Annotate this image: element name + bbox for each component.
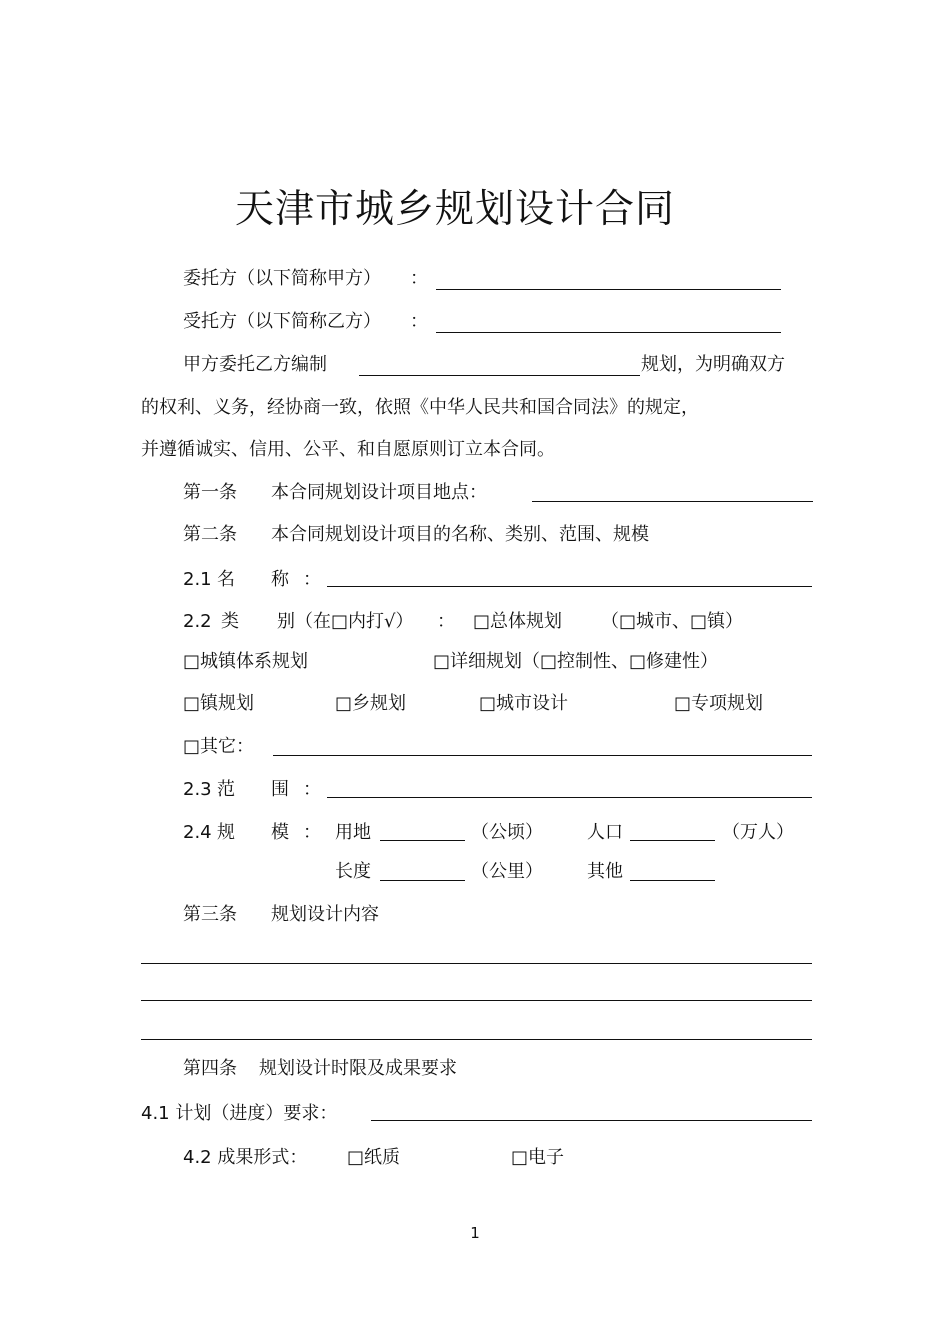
option-township-plan[interactable]: □乡规划 (335, 693, 407, 714)
content-blank-line[interactable] (141, 1039, 812, 1040)
option-other[interactable]: □其它： (183, 736, 255, 757)
article-1-number: 第一条 (183, 482, 237, 503)
section-2-4-label-a: 规 (217, 822, 235, 843)
section-4-1-label: 4.1 计划（进度）要求： (141, 1103, 338, 1124)
content-blank-line[interactable] (141, 963, 812, 964)
intro-line3: 并遵循诚实、信用、公平、和自愿原则订立本合同。 (141, 439, 555, 460)
page-number: 1 (470, 1224, 480, 1242)
option-master-plan[interactable]: □总体规划 (473, 611, 563, 632)
section-2-4-colon: ： (303, 822, 321, 843)
intro-line1-post: 规划，为明确双方 (641, 354, 785, 375)
name-blank[interactable] (327, 586, 812, 587)
section-2-1-number: 2.1 (183, 569, 212, 590)
section-2-2-label-b: 别（在□内打√） (277, 611, 414, 632)
section-2-2-colon: ： (437, 611, 455, 632)
section-2-1-label-b: 称 (271, 569, 289, 590)
scale-other-blank[interactable] (630, 880, 715, 881)
content-blank-line[interactable] (141, 1000, 812, 1001)
option-special-plan[interactable]: □专项规划 (674, 693, 764, 714)
scope-blank[interactable] (327, 797, 812, 798)
article-3-number: 第三条 (183, 904, 237, 925)
party-b-blank[interactable] (436, 332, 781, 333)
land-blank[interactable] (380, 840, 465, 841)
page-title: 天津市城乡规划设计合同 (234, 187, 675, 232)
article-1-text: 本合同规划设计项目地点： (271, 482, 487, 503)
option-paper[interactable]: □纸质 (347, 1147, 401, 1168)
land-label: 用地 (335, 822, 371, 843)
section-2-4-number: 2.4 (183, 822, 212, 843)
section-2-1-colon: ： (303, 569, 321, 590)
section-2-3-number: 2.3 (183, 779, 212, 800)
party-a-blank[interactable] (436, 289, 781, 290)
section-2-1-label-a: 名 (217, 569, 235, 590)
article-4-number: 第四条 (183, 1058, 237, 1079)
other-category-blank[interactable] (273, 755, 812, 756)
option-city-town[interactable]: （□城市、□镇） (601, 611, 744, 632)
project-location-blank[interactable] (532, 501, 813, 502)
population-unit: （万人） (722, 822, 794, 843)
option-detailed-plan[interactable]: □详细规划（□控制性、□修建性） (433, 651, 719, 672)
project-name-blank[interactable] (359, 375, 640, 376)
section-2-2-number: 2.2 (183, 611, 212, 632)
article-2-text: 本合同规划设计项目的名称、类别、范围、规模 (271, 524, 649, 545)
party-b-label: 受托方（以下简称乙方） (183, 311, 381, 332)
party-b-colon: ： (410, 311, 428, 332)
option-urban-system-plan[interactable]: □城镇体系规划 (183, 651, 309, 672)
population-label: 人口 (587, 822, 623, 843)
option-electronic[interactable]: □电子 (511, 1147, 565, 1168)
article-3-text: 规划设计内容 (271, 904, 379, 925)
article-4-text: 规划设计时限及成果要求 (259, 1058, 457, 1079)
intro-line2: 的权利、义务，经协商一致，依照《中华人民共和国合同法》的规定， (141, 397, 699, 418)
length-blank[interactable] (380, 880, 465, 881)
party-a-label: 委托方（以下简称甲方） (183, 268, 381, 289)
schedule-blank[interactable] (371, 1120, 812, 1121)
section-2-4-label-b: 模 (271, 822, 289, 843)
option-urban-design[interactable]: □城市设计 (479, 693, 569, 714)
section-2-3-colon: ： (303, 779, 321, 800)
article-2-number: 第二条 (183, 524, 237, 545)
length-unit: （公里） (471, 861, 543, 882)
party-a-colon: ： (410, 268, 428, 289)
intro-line1-pre: 甲方委托乙方编制 (183, 354, 327, 375)
section-2-3-label-b: 围 (271, 779, 289, 800)
section-4-2-label: 4.2 成果形式： (183, 1147, 308, 1168)
length-label: 长度 (335, 861, 371, 882)
land-unit: （公顷） (471, 822, 543, 843)
option-town-plan[interactable]: □镇规划 (183, 693, 255, 714)
population-blank[interactable] (630, 840, 715, 841)
section-2-3-label-a: 范 (217, 779, 235, 800)
section-2-2-label-a: 类 (221, 611, 239, 632)
scale-other-label: 其他 (587, 861, 623, 882)
